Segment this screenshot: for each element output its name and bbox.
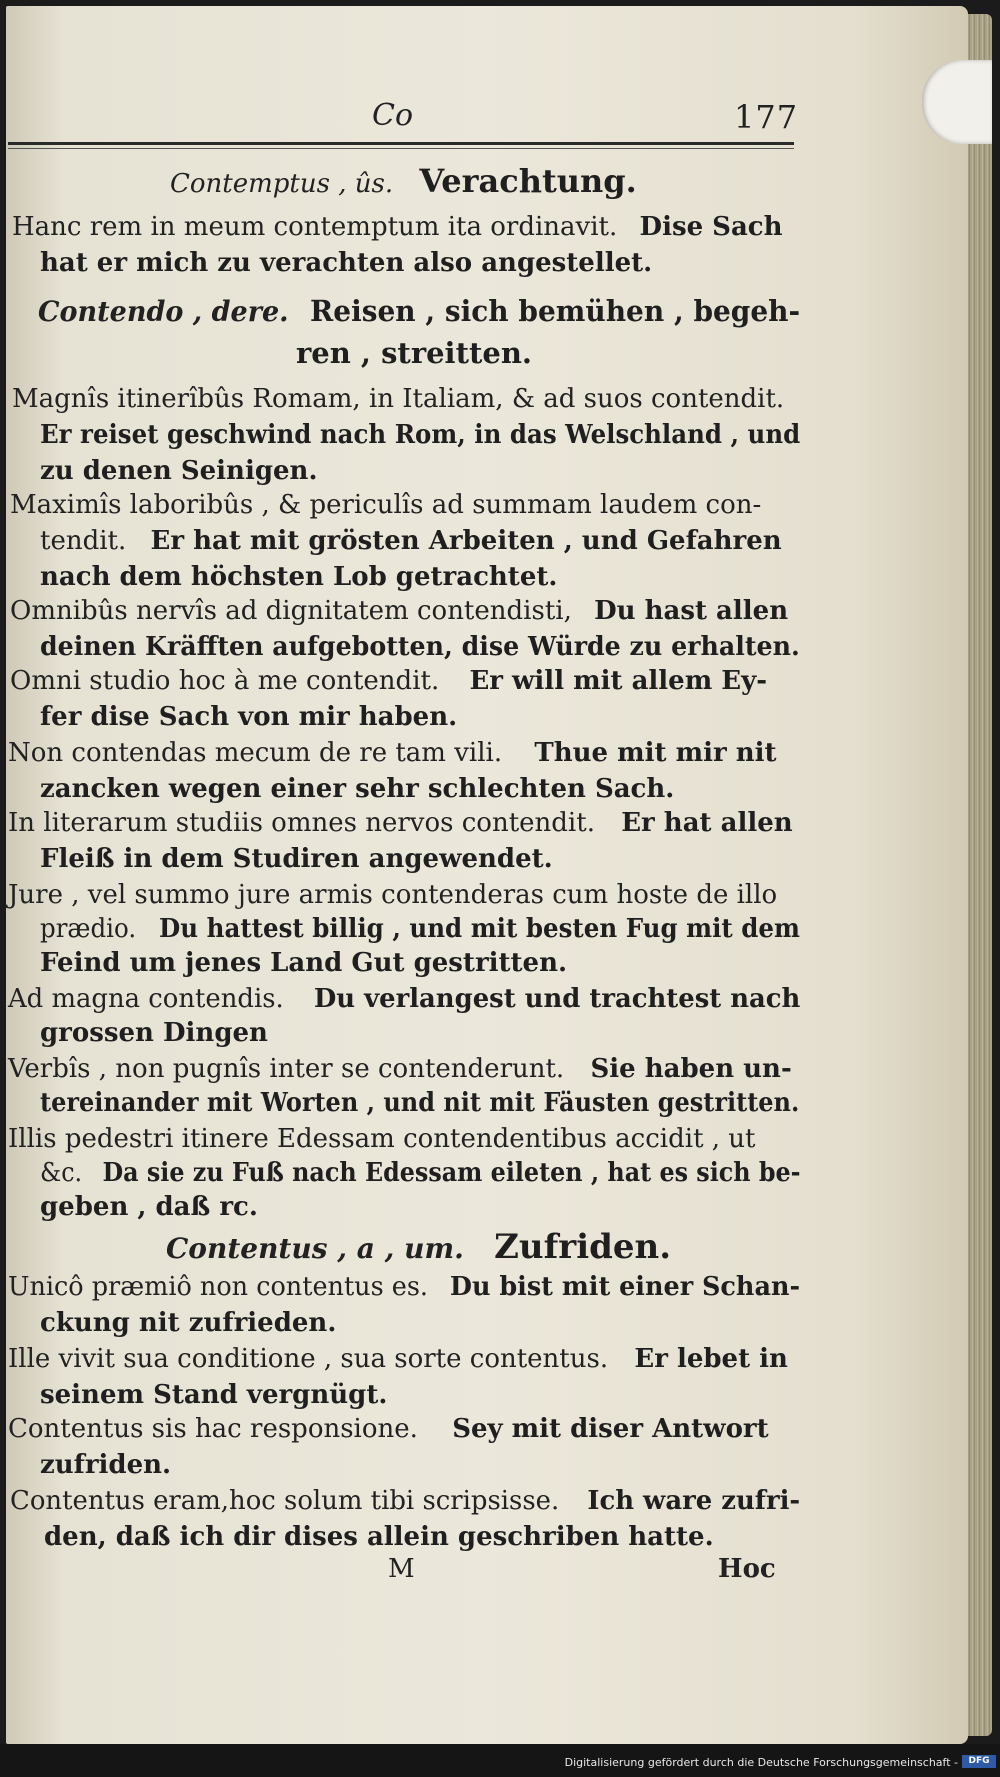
headword-german: ren , streitten. [296, 336, 532, 370]
entry-line [8, 984, 800, 1014]
latin-phrase: Contentus sis hac responsione. [8, 1414, 418, 1444]
entry-continuation [40, 1158, 801, 1188]
german-translation: Er will mit allem Ey- [469, 666, 767, 696]
entry-line [8, 738, 777, 768]
headword-latin: Contendo , dere. [38, 295, 289, 328]
entry-continuation [40, 774, 674, 804]
entry-continuation [296, 338, 532, 370]
entry-continuation [40, 1088, 799, 1118]
german-translation: Sey mit diser Antwort [452, 1414, 769, 1444]
latin-phrase: Maximîs laboribûs , & periculîs ad summam laudem con- [10, 490, 762, 520]
german-translation: seinem Stand vergnügt. [40, 1380, 388, 1410]
german-translation: Da sie zu Fuß nach Edessam eileten , hat es sich be- [102, 1158, 801, 1188]
headword-line [38, 296, 800, 328]
entry-continuation [40, 420, 800, 450]
entry-line [8, 1414, 769, 1444]
headword-line [166, 1227, 672, 1267]
headword-line [170, 162, 637, 200]
headword-german: Verachtung. [419, 162, 637, 200]
entry-continuation [40, 562, 557, 592]
german-translation: Thue mit mir nit [534, 738, 777, 768]
entry-continuation [40, 1018, 268, 1048]
german-translation: deinen Kräfften aufgebotten, dise Würde zu erhalten. [40, 632, 800, 662]
running-head-word: Co [372, 98, 414, 133]
entry-continuation [40, 1308, 336, 1338]
german-translation: grossen Dingen [40, 1018, 268, 1048]
entry-continuation [40, 1450, 171, 1480]
headword-german: Reisen , sich bemühen , begeh- [310, 294, 801, 328]
headword-latin: Contentus , a , um. [166, 1232, 464, 1265]
latin-phrase: Omni studio hoc à me contendit. [10, 666, 440, 696]
german-translation: Er hat mit grösten Arbeiten , und Gefahren [150, 526, 782, 556]
headword-latin: Contemptus , ûs. [170, 169, 394, 199]
german-translation: zufriden. [40, 1450, 172, 1480]
german-translation: hat er mich zu verachten also angestellet. [40, 248, 653, 278]
page-tab [922, 60, 992, 144]
header-rule [8, 142, 794, 145]
german-translation: zancken wegen einer sehr schlechten Sach. [40, 774, 675, 804]
latin-phrase: Unicô præmiô non contentus es. [8, 1272, 429, 1302]
german-translation: fer dise Sach von mir haben. [40, 702, 458, 732]
entry-line [8, 1124, 756, 1154]
entry-line [10, 490, 761, 520]
german-translation: Dise Sach [639, 212, 783, 242]
header-rule-thin [8, 148, 794, 149]
entry-line [10, 1486, 800, 1516]
entry-continuation [40, 1192, 258, 1222]
german-translation: geben , daß rc. [40, 1192, 258, 1222]
german-translation: ckung nit zufrieden. [40, 1308, 337, 1338]
latin-phrase: Illis pedestri itinere Edessam contendentibus accidit , ut [8, 1124, 756, 1154]
latin-phrase: In literarum studiis omnes nervos contendit. [8, 808, 595, 838]
entry-line [8, 808, 793, 838]
latin-phrase: Contentus eram,hoc solum tibi scripsisse. [10, 1486, 560, 1516]
entry-line [10, 666, 767, 696]
entry-continuation [40, 526, 782, 556]
latin-phrase: Ille vivit sua conditione , sua sorte contentus. [8, 1344, 609, 1374]
german-translation: den, daß ich dir dises allein geschriben hatte. [44, 1522, 714, 1552]
entry-continuation [40, 248, 652, 278]
entry-line [8, 880, 777, 910]
german-translation: Du bist mit einer Schan- [449, 1272, 801, 1302]
entry-continuation [40, 844, 553, 874]
latin-phrase: Verbîs , non pugnîs inter se contenderunt. [8, 1054, 565, 1084]
german-translation: Feind um jenes Land Gut gestritten. [40, 948, 568, 978]
entry-continuation [40, 702, 457, 732]
german-translation: zu denen Seinigen. [40, 456, 318, 486]
german-translation: Du verlangest und trachtest nach [313, 984, 801, 1014]
entry-line [8, 1344, 788, 1374]
entry-line [8, 1272, 800, 1302]
page-edge [966, 14, 992, 1736]
latin-phrase: Ad magna contendis. [8, 984, 284, 1014]
german-translation: Er lebet in [634, 1344, 788, 1374]
entry-line [12, 212, 783, 242]
entry-continuation [40, 456, 318, 486]
entry-continuation [40, 632, 800, 662]
entry-line [12, 384, 784, 414]
catchword: Hoc [718, 1554, 776, 1584]
german-translation: nach dem höchsten Lob getrachtet. [40, 562, 558, 592]
latin-phrase: Non contendas mecum de re tam vili. [8, 738, 503, 768]
entry-continuation [44, 1522, 714, 1552]
latin-phrase: Jure , vel summo jure armis contenderas cum hoste de illo [8, 880, 778, 910]
latin-phrase: tendit. [40, 526, 127, 556]
signature-mark: M [388, 1554, 415, 1584]
latin-phrase: Hanc rem in meum contemptum ita ordinavit. [12, 212, 618, 242]
entry-continuation [40, 914, 800, 944]
german-translation: Ich ware zufri- [587, 1486, 801, 1516]
german-translation: Fleiß in dem Studiren angewendet. [40, 844, 553, 874]
digitization-credit: Digitalisierung gefördert durch die Deutsche Forschungsgemeinschaft - [564, 1756, 958, 1769]
headword-german: Zufriden. [494, 1227, 672, 1267]
entry-line [8, 1054, 792, 1084]
page-number: 177 [734, 98, 799, 136]
latin-phrase: Magnîs itinerîbûs Romam, in Italiam, & ad suos contendit. [12, 384, 785, 414]
dfg-logo: DFG [962, 1755, 996, 1768]
latin-phrase: &c. [40, 1158, 83, 1188]
german-translation: Du hast allen [594, 596, 789, 626]
german-translation: Er hat allen [621, 808, 793, 838]
entry-continuation [40, 948, 567, 978]
latin-phrase: Omnibûs nervîs ad dignitatem contendisti, [10, 596, 572, 626]
german-translation: Sie haben un- [590, 1054, 792, 1084]
german-translation: Du hattest billig , und mit besten Fug mit dem [159, 914, 800, 944]
entry-continuation [40, 1380, 387, 1410]
german-translation: tereinander mit Worten , und nit mit Fäusten gestritten. [40, 1088, 800, 1118]
german-translation: Er reiset geschwind nach Rom, in das Welschland , und [40, 420, 801, 450]
latin-phrase: prædio. [40, 914, 137, 944]
entry-line [10, 596, 788, 626]
